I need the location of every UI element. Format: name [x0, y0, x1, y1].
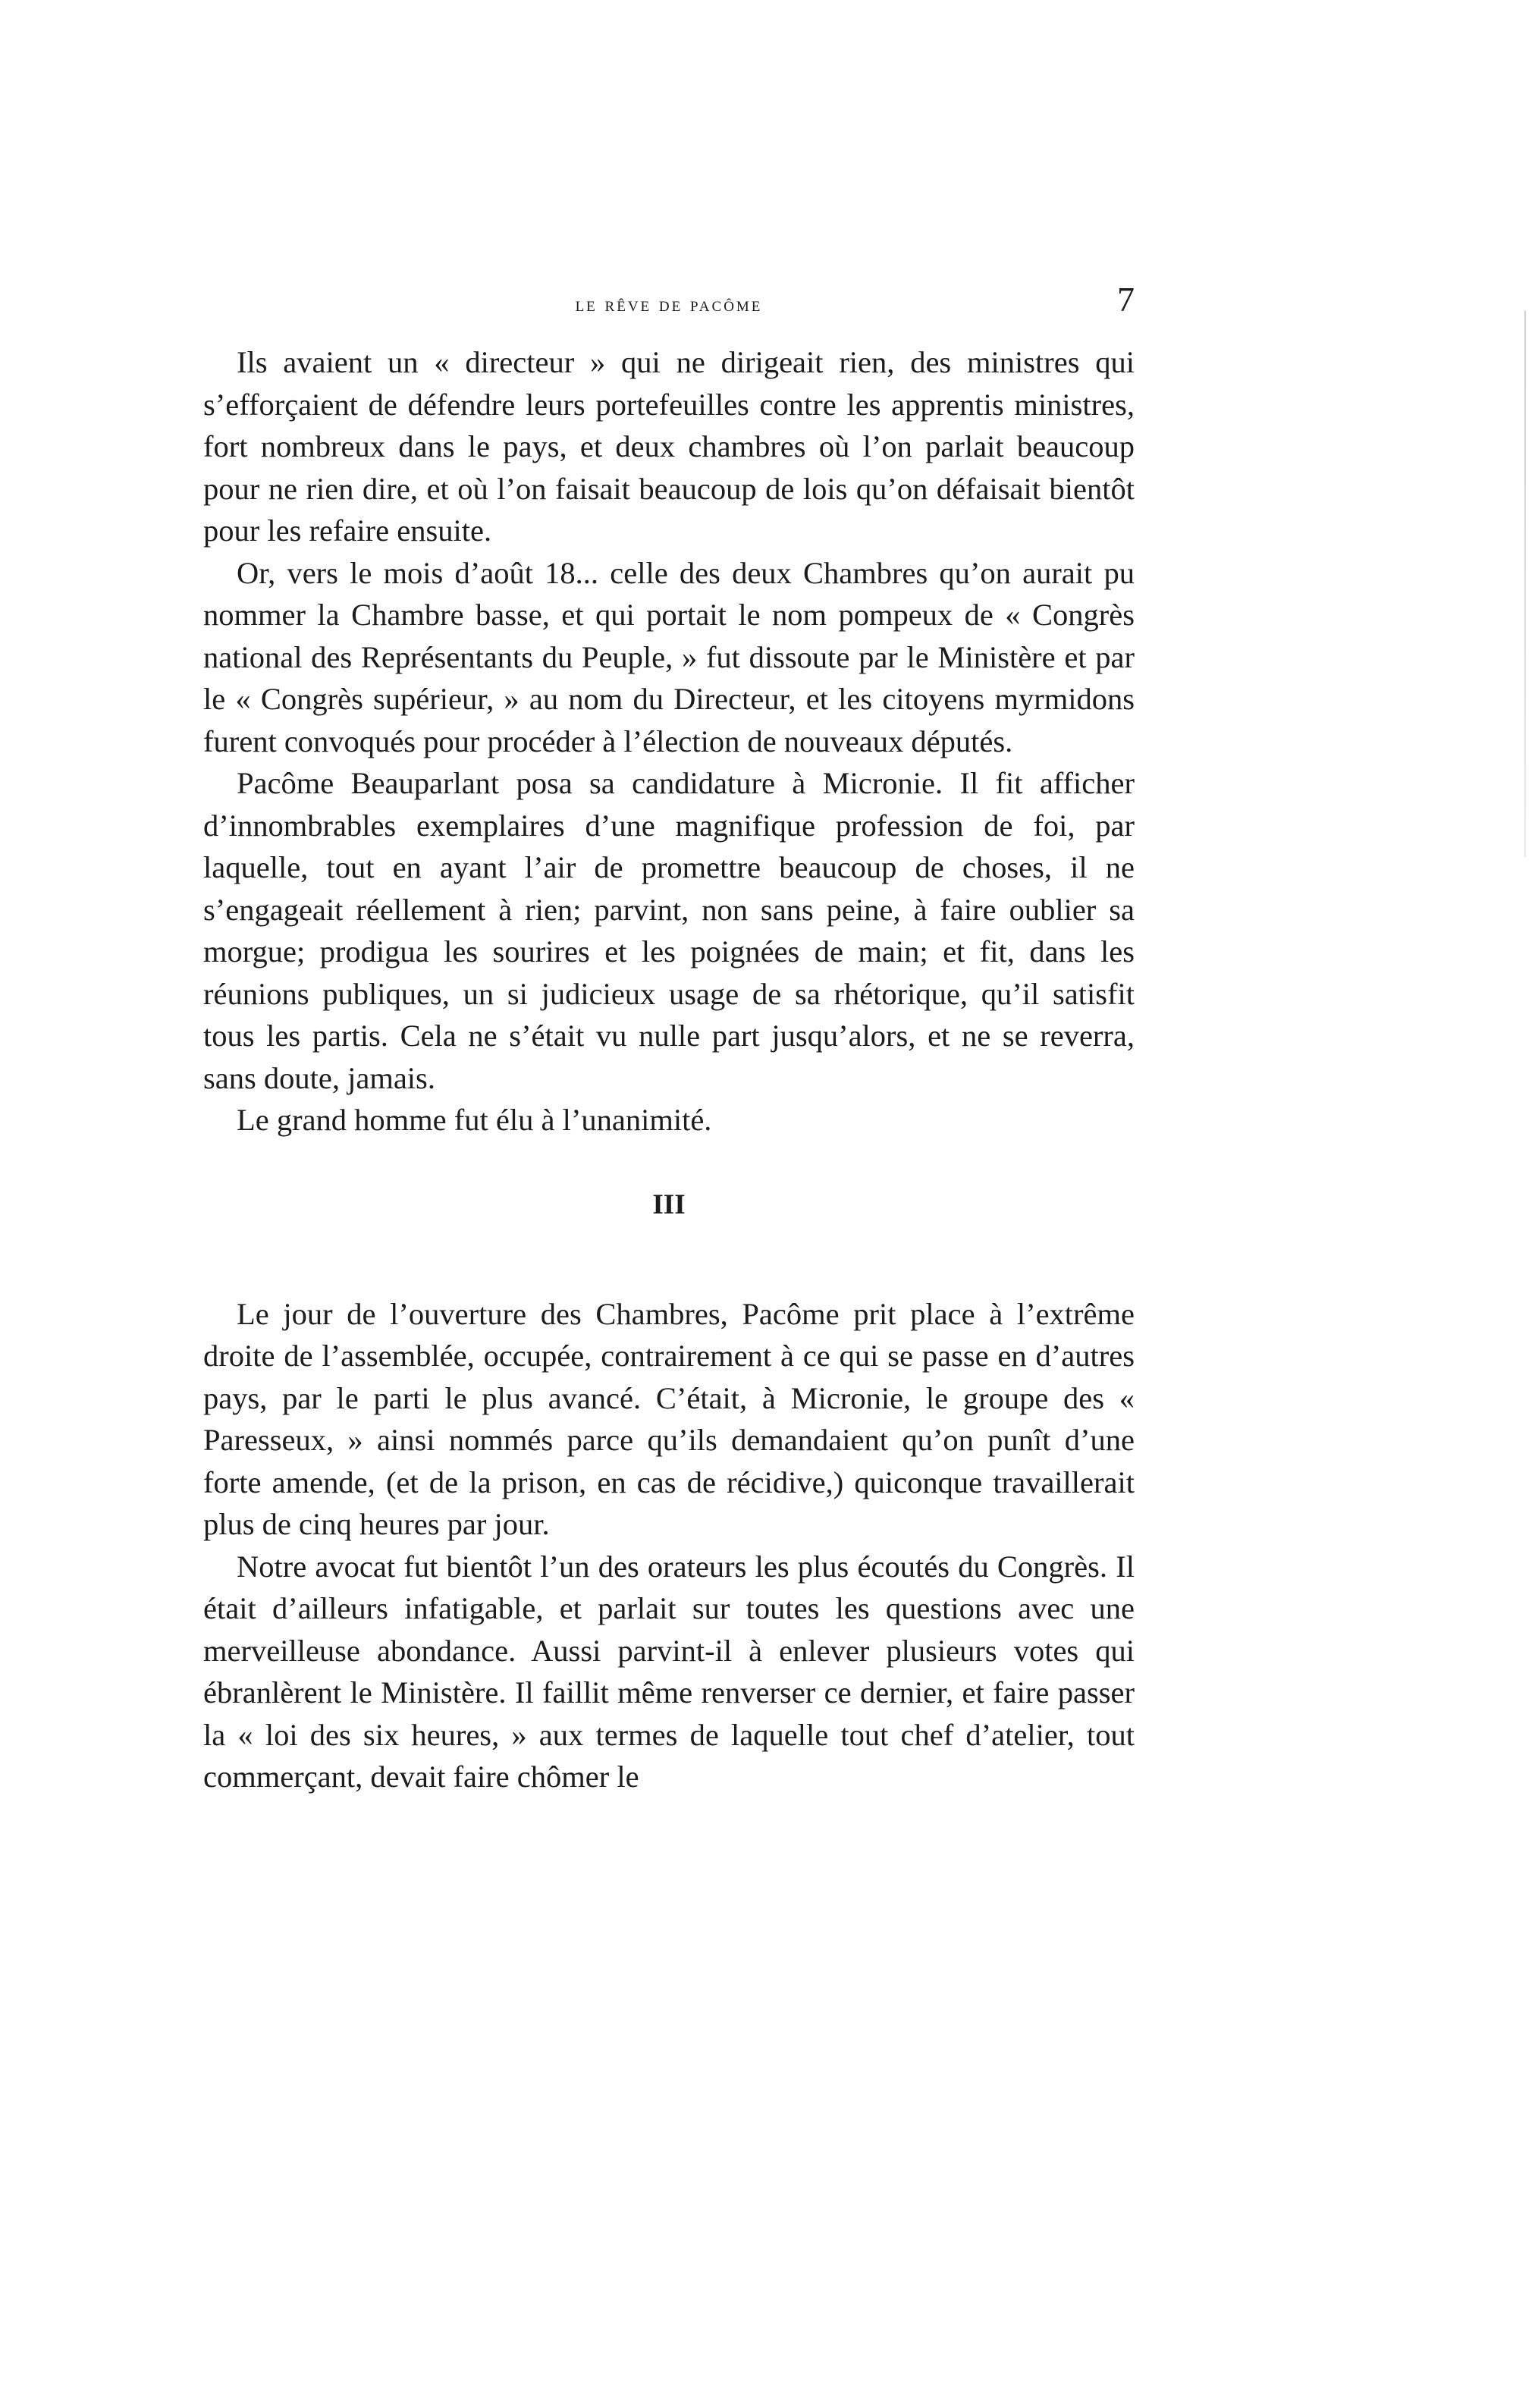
running-title: le rêve de pacôme	[575, 293, 763, 316]
body-text	[203, 341, 1135, 1798]
paragraph: Or, vers le mois d’août 18... celle des deux Chambres qu’on aurait pu nommer la Chambre basse, et qui portait le nom pompeux de « Congrès national des Représentants du Peuple, » fut dissoute par le Ministère et par le « Congrès supérieur, » au nom du Directeur, et les citoyens myrmidons furent convoqués pour procéder à l’élection de nouveaux députés.	[203, 555, 1135, 758]
paragraph: Le grand homme fut élu à l’unanimité.	[237, 1103, 712, 1137]
paragraph: Ils avaient un « directeur » qui ne dirigeait rien, des ministres qui s’efforçaient de défendre leurs portefeuilles contre les apprentis ministres, fort nombreux dans le pays, et deux chambres où l’on parlait beaucoup pour ne rien dire, et où l’on faisait beaucoup de lois qu’on défaisait bientôt pour les refaire ensuite.	[203, 345, 1135, 548]
page-number: 7	[1117, 280, 1135, 319]
binding-edge-mark	[1524, 311, 1526, 857]
paragraph: Notre avocat fut bientôt l’un des orateurs les plus écoutés du Congrès. Il était d’ailleurs infatigable, et parlait sur toutes les questions avec une merveilleuse abondance. Aussi parvint-il à enlever plusieurs votes qui ébranlèrent le Ministère. Il faillit même renverser ce dernier, et faire passer la « loi des six heures, » aux termes de laquelle tout chef d’atelier, tout commerçant, devait faire chômer le	[203, 1549, 1135, 1794]
paragraph: Pacôme Beauparlant posa sa candidature à Micronie. Il fit afficher d’innombrables exemplaires d’une magnifique profession de foi, par laquelle, tout en ayant l’air de promettre beaucoup de choses, il ne s’engageait réellement à rien; parvint, non sans peine, à faire oublier sa morgue; prodigua les sourires et les poignées de main; et fit, dans les réunions publiques, un si judicieux usage de sa rhétorique, qu’il satisfit tous les partis. Cela ne s’était vu nulle part jusqu’alors, et ne se reverra, sans doute, jamais.	[203, 766, 1135, 1095]
section-heading: III	[652, 1188, 686, 1220]
paragraph: Le jour de l’ouverture des Chambres, Pacôme prit place à l’extrême droite de l’assemblée, occupée, contrairement à ce qui se passe en d’autres pays, par le parti le plus avancé. C’était, à Micronie, le groupe des « Paresseux, » ainsi nommés parce qu’ils demandaient qu’on punît d’une forte amende, (et de la prison, en cas de récidive,) quiconque travaillerait plus de cinq heures par jour.	[203, 1296, 1135, 1541]
running-head	[203, 279, 1135, 332]
